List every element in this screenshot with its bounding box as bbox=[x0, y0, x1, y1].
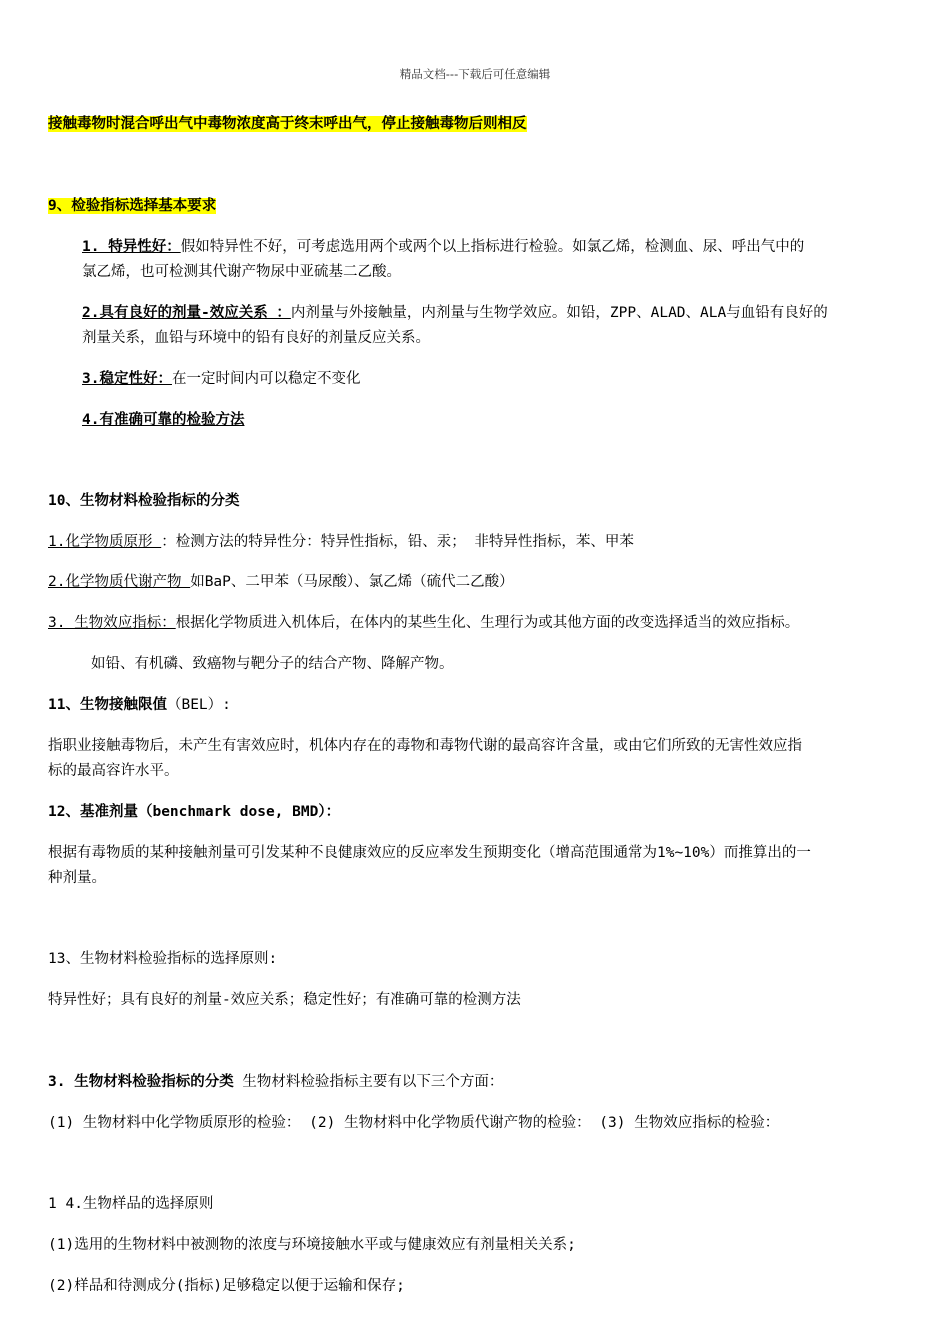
section-3-title bbox=[48, 1072, 503, 1092]
s9-item-1-label: 1. 特异性好： bbox=[82, 239, 181, 255]
s9-item-3-text: 在一定时间内可以稳定不变化 bbox=[171, 371, 361, 387]
s9-item-2-cont: 剂量关系，血铅与环境中的铅有良好的剂量反应关系。 bbox=[82, 330, 430, 346]
s12-para-line-2: 种剂量。 bbox=[48, 870, 106, 886]
s12-para-line-1: 根据有毒物质的某种接触剂量可引发某种不良健康效应的反应率发生预期变化（增高范围通常为1%~10%）而推算出的一 bbox=[48, 845, 811, 861]
s9-item-2-label: 2.具有良好的剂量-效应关系 ： bbox=[82, 305, 291, 321]
s3-para: (1) 生物材料中化学物质原形的检验： (2) 生物材料中化学物质代谢产物的检验： (3) 生物效应指标的检验： bbox=[48, 1115, 780, 1131]
s10-item-1 bbox=[48, 532, 634, 552]
s9-item-1-cont: 氯乙烯，也可检测其代谢产物尿中亚硫基二乙酸。 bbox=[82, 264, 401, 280]
section-12-title: 12、基准剂量（benchmark dose, BMD）： bbox=[48, 804, 341, 820]
section-9-title bbox=[48, 196, 216, 216]
section-11-title-text: 11、生物接触限值 bbox=[48, 697, 167, 713]
section-3-title-text: 3. 生物材料检验指标的分类 bbox=[48, 1074, 234, 1090]
s9-item-4 bbox=[82, 410, 244, 430]
section-11-title-tail: （BEL）: bbox=[166, 697, 231, 713]
section-13-title: 13、生物材料检验指标的选择原则: bbox=[48, 951, 278, 967]
s10-item-1-label: 1.化学物质原形 bbox=[48, 534, 162, 550]
section-3-title-tail: 生物材料检验指标主要有以下三个方面： bbox=[233, 1074, 504, 1090]
s9-item-2 bbox=[82, 303, 828, 323]
s10-item-2-label: 2.化学物质代谢产物 bbox=[48, 574, 191, 590]
s9-item-3-label: 3.稳定性好： bbox=[82, 371, 172, 387]
s14-para-line-1: (1)选用的生物材料中被测物的浓度与环境接触水平或与健康效应有剂量相关关系; bbox=[48, 1237, 576, 1253]
section-11-title bbox=[48, 695, 231, 715]
s11-para-line-1: 指职业接触毒物后，未产生有害效应时，机体内存在的毒物和毒物代谢的最高容许含量，或由它们所致的无害性效应指 bbox=[48, 738, 802, 754]
s9-item-2-text: 内剂量与外接触量，内剂量与生物学效应。如铅，ZPP、ALAD、ALA与血铅有良好的 bbox=[290, 305, 828, 321]
s9-item-3 bbox=[82, 369, 360, 389]
section-9-title-text: 9、检验指标选择基本要求 bbox=[48, 198, 217, 214]
highlighted-text: 接触毒物时混合呼出气中毒物浓度高于终末呼出气，停止接触毒物后则相反 bbox=[48, 116, 527, 132]
s13-para: 特异性好；具有良好的剂量-效应关系；稳定性好；有准确可靠的检测方法 bbox=[48, 992, 521, 1008]
s10-item-3-label: 3. 生物效应指标： bbox=[48, 615, 176, 631]
s9-item-1-text: 假如特异性不好，可考虑选用两个或两个以上指标进行检验。如氯乙烯，检测血、尿、呼出气中的 bbox=[180, 239, 805, 255]
section-10-title: 10、生物材料检验指标的分类 bbox=[48, 493, 240, 509]
s10-item-3-cont: 如铅、有机磷、致癌物与靶分子的结合产物、降解产物。 bbox=[91, 656, 454, 672]
s10-item-3 bbox=[48, 613, 799, 633]
s10-item-2 bbox=[48, 572, 514, 592]
section-14-title: 1 4.生物样品的选择原则 bbox=[48, 1196, 214, 1212]
s9-item-1 bbox=[82, 237, 804, 257]
s14-para-line-2: (2)样品和待测成分(指标)足够稳定以便于运输和保存; bbox=[48, 1278, 405, 1294]
s10-item-2-text: 如BaP、二甲苯（马尿酸）、氯乙烯（硫代二乙酸） bbox=[190, 574, 514, 590]
s10-item-3-text: 根据化学物质进入机体后，在体内的某些生化、生理行为或其他方面的改变选择适当的效应指标。 bbox=[175, 615, 800, 631]
intro-line bbox=[48, 114, 527, 134]
s10-item-1-text: ：检测方法的特异性分：特异性指标，铅、汞； 非特异性指标，苯、甲苯 bbox=[161, 534, 634, 550]
s9-item-4-label: 4.有准确可靠的检验方法 bbox=[82, 412, 245, 428]
s11-para-line-2: 标的最高容许水平。 bbox=[48, 763, 179, 779]
page-header: 精品文档---下载后可任意编辑 bbox=[399, 67, 551, 81]
